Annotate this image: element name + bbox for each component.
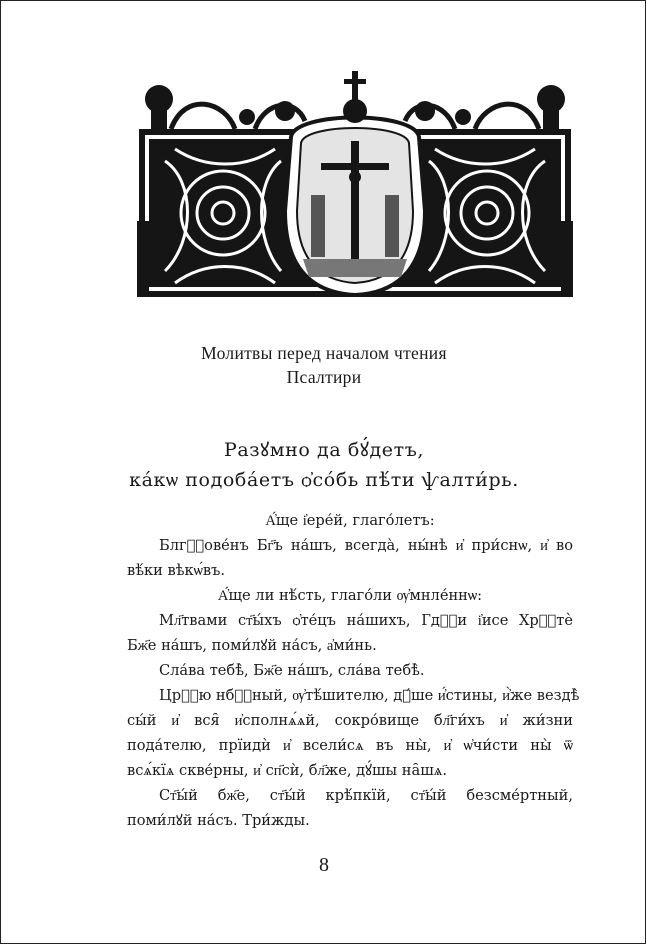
prayer-line: Црⷭ҇ю нбⷭ҇ный, ѹ҆тѣ́шителю, дꙋ́ше и҆́стины, и҆̀же вездѣ̀: [159, 687, 580, 704]
prayer-line: Бж҃е на́шъ, поми́лꙋй на́съ, а҆ми́нь.: [127, 637, 377, 654]
heading-line-1: Молитвы перед началом чтения: [201, 343, 447, 363]
prayer-line: Ст҃ы́й бж҃е, ст҃ы́й крѣ́пкїй, ст҃ы́й безсме́ртный,: [159, 787, 573, 804]
church-slavonic-subtitle: [1, 435, 646, 495]
prayer-line: Блгⷭ҇ове́нъ Бг҃ъ на́шъ, всегда̀, ны́нѣ и҆ при́снѡ, и҆ во: [159, 537, 573, 554]
ornament-headpiece-image: [135, 71, 575, 301]
rubric-priest: А҆́ще і҆ере́й, глаго́летъ:: [265, 512, 435, 529]
page-number: 8: [319, 854, 329, 876]
rubric-layman: А҆́ще ли нѣ́сть, глаго́ли ѹ҆мнле́ннѡ:: [217, 587, 483, 604]
prayer-section-heading: [1, 341, 646, 389]
prayer-line: всѧ́кїѧ скве́рны, и҆ сп҃сѝ, бл҃же, дꙋ́шы на̑шѧ.: [127, 762, 448, 779]
prayer-line: пода́телю, прїидѝ и҆ всели́сѧ въ ны̀, и҆ ѡ҆чи́сти ны̀ ѿ: [127, 737, 573, 754]
subtitle-line-2: ка́кѡ подоба́етъ ѻ҆со́бь пѣ́ти ѱалти́рь.: [129, 469, 519, 491]
prayer-line: вѣ́ки вѣкѡ́въ.: [127, 562, 226, 579]
subtitle-line-1: Разꙋмно да бꙋ́детъ,: [223, 439, 425, 461]
prayer-line: сы́й и҆ вся̑ и҆сполнѧ́ѧй, сокро́вище бл҃ги́хъ и҆ жи́зни: [127, 712, 573, 729]
prayer-line: Сла́ва тебѣ̀, Бж҃е на́шъ, сла́ва тебѣ̀.: [159, 662, 425, 679]
prayer-text: [127, 508, 580, 833]
prayer-line: Мл҃твами ст҃ы́хъ ѻ҆те́цъ на́шихъ, Гдⷭ҇и і҆исе Хрⷭ҇тѐ: [159, 612, 573, 629]
heading-line-2: Псалтири: [286, 367, 362, 387]
prayer-line: поми́лꙋй на́съ. Три́жды.: [127, 812, 310, 829]
